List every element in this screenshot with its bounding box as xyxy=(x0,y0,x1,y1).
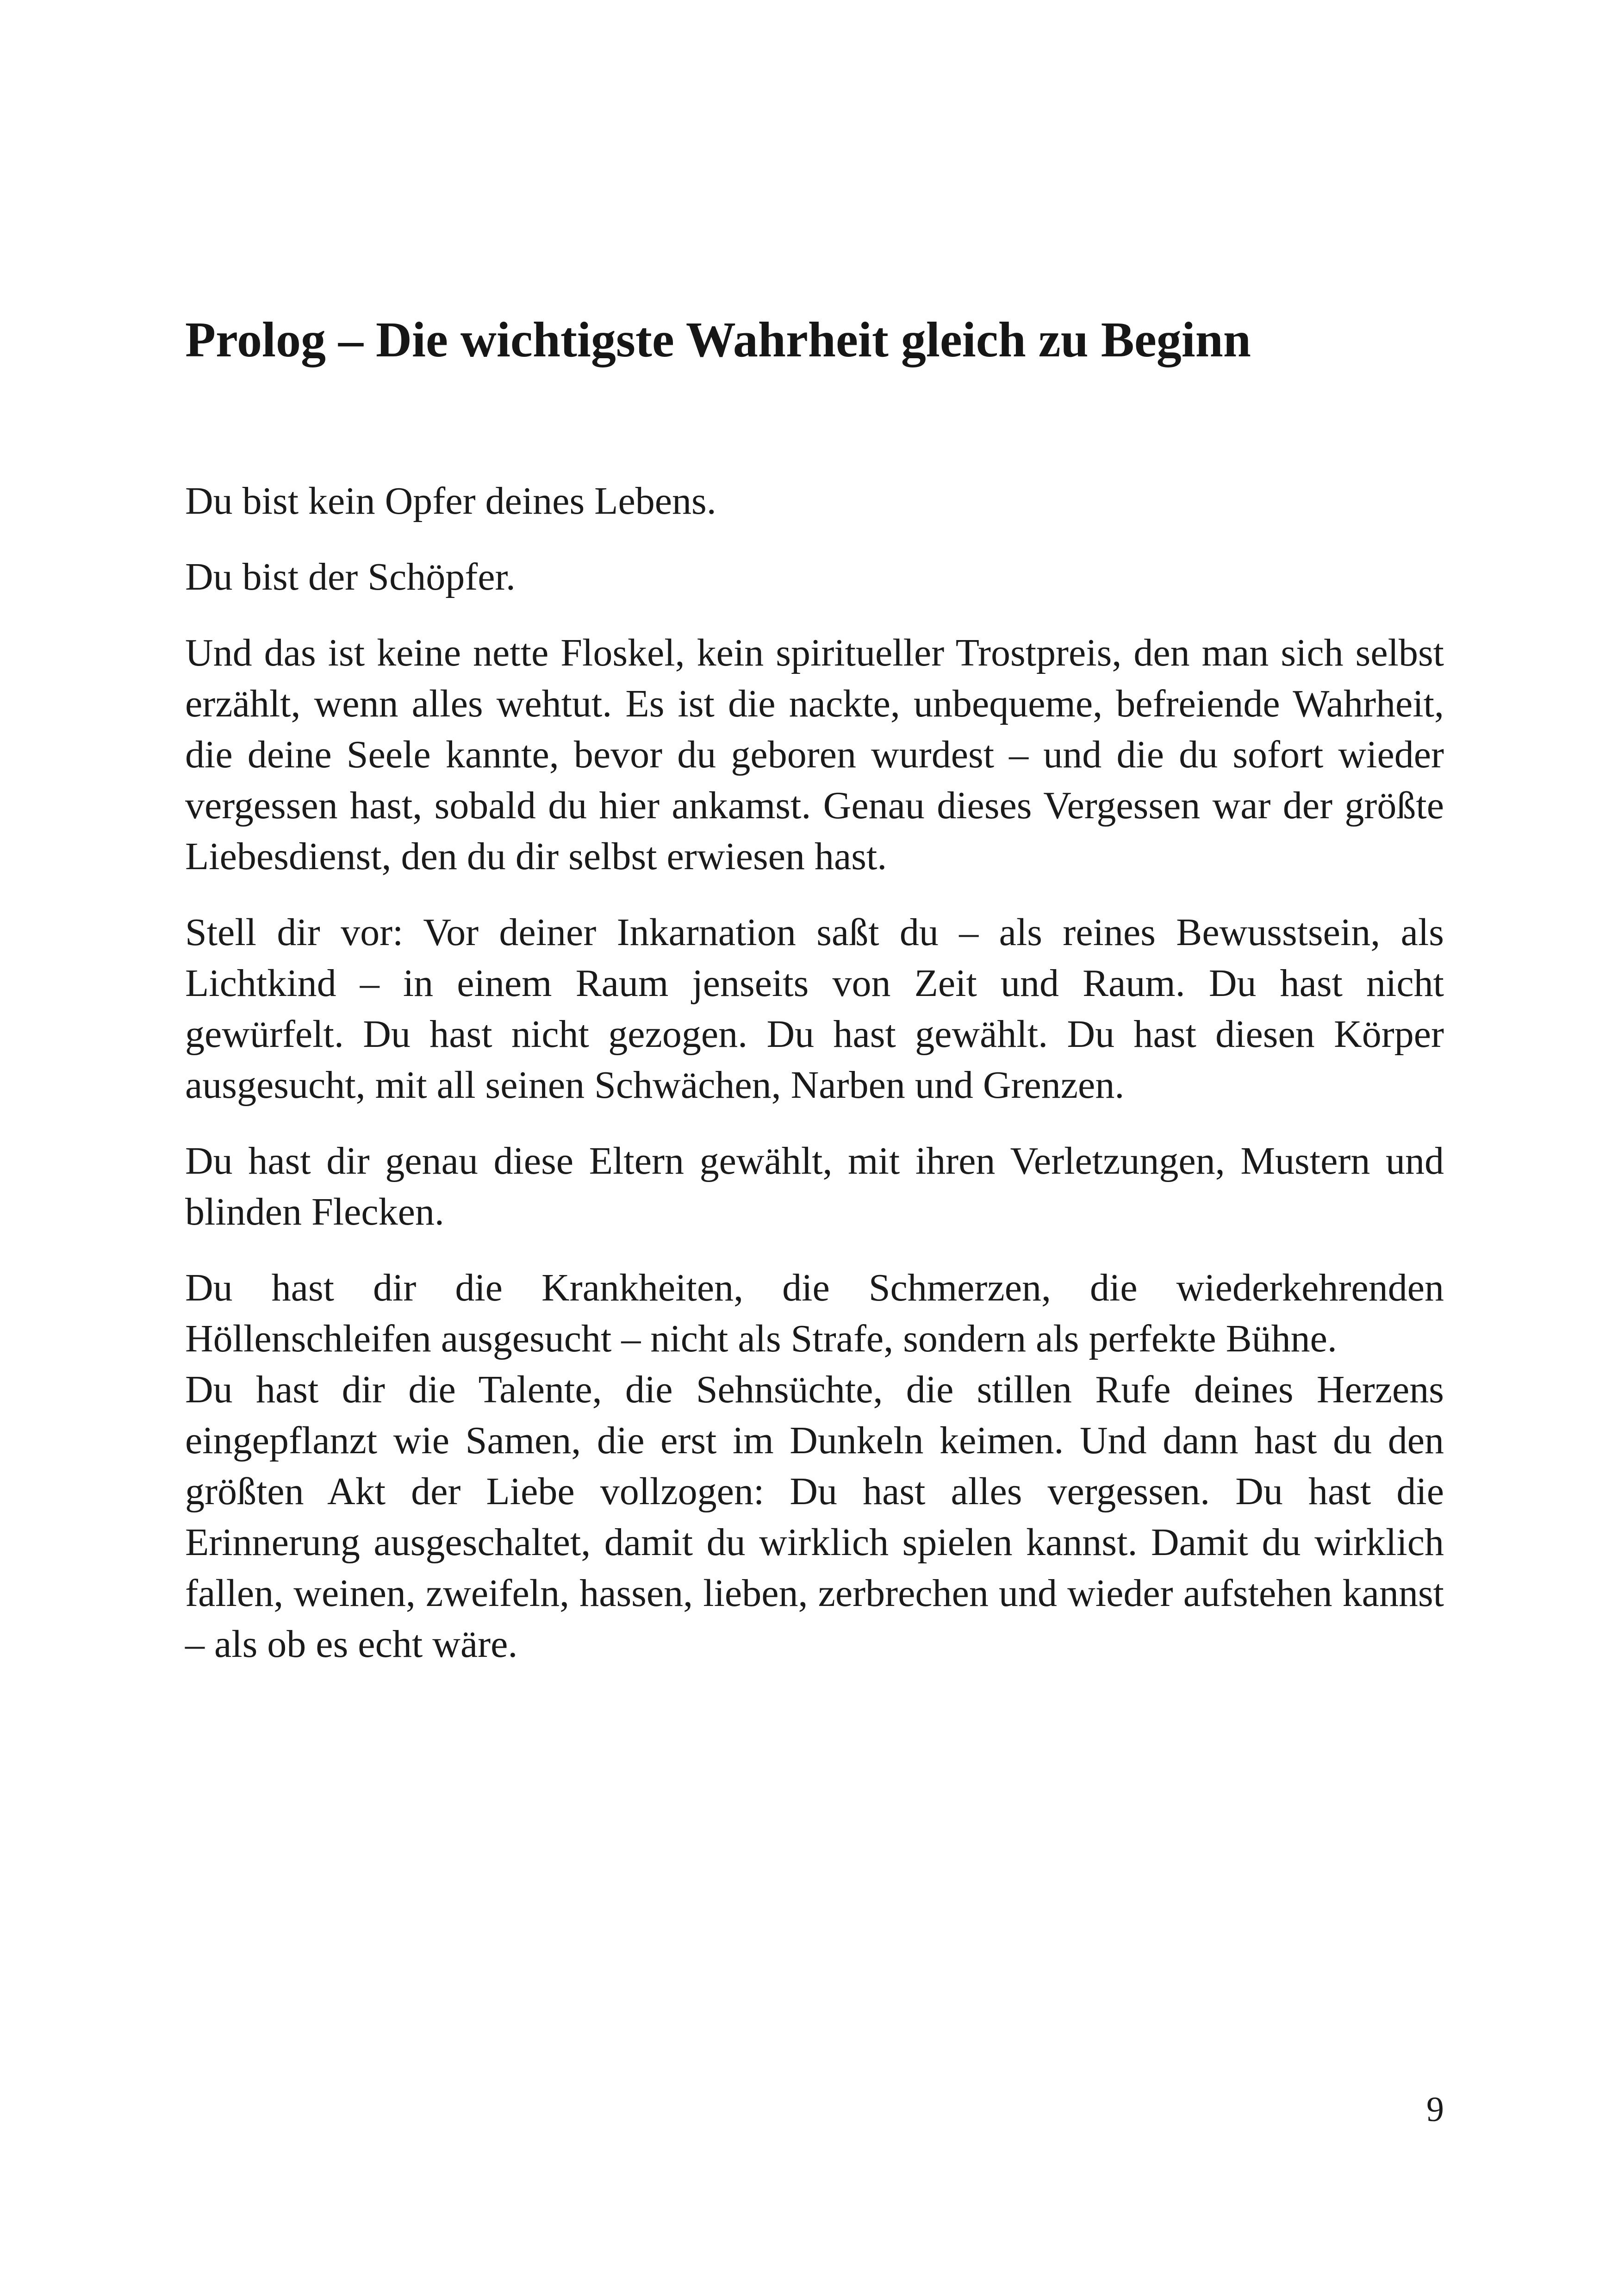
paragraph-3: Und das ist keine nette Floskel, kein spiritueller Trostpreis, den man sich selbst erzählt, wenn alles wehtut. Es ist die nackte, unbequeme, befreiende Wahrheit, die deine Seele kannte, bevor du geboren wurdest – und die du sofort wieder vergessen hast, sobald du hier ankamst. Genau dieses Vergessen war der größte Liebesdienst, den du dir selbst erwiesen hast. xyxy=(185,631,1444,878)
paragraph-1: Du bist kein Opfer deines Lebens. xyxy=(185,479,716,523)
page-number: 9 xyxy=(1426,2090,1444,2129)
paragraph-7: Du hast dir die Talente, die Sehnsüchte, die stillen Rufe deines Herzens eingepflanzt wie Samen, die erst im Dunkeln keimen. Und dann hast du den größten Akt der Liebe vollzogen: Du hast alles vergessen. Du hast die Erinnerung ausgeschaltet, damit du wirklich spielen kannst. Damit du wirklich fallen, weinen, zweifeln, hassen, lieben, zerbrechen und wieder aufstehen kannst – als ob es echt wäre. xyxy=(185,1368,1444,1666)
paragraph-4: Stell dir vor: Vor deiner Inkarnation saßt du – als reines Bewusstsein, als Lichtkind – in einem Raum jenseits von Zeit und Raum. Du hast nicht gewürfelt. Du hast nicht gezogen. Du hast gewählt. Du hast diesen Körper ausgesucht, mit all seinen Schwächen, Narben und Grenzen. xyxy=(185,911,1444,1107)
chapter-body xyxy=(185,476,1444,1695)
paragraph-6: Du hast dir die Krankheiten, die Schmerzen, die wiederkehrenden Höllenschleifen ausgesucht – nicht als Strafe, sondern als perfekte Bühne. xyxy=(185,1266,1444,1360)
paragraph-2: Du bist der Schöpfer. xyxy=(185,555,516,598)
paragraph-5: Du hast dir genau diese Eltern gewählt, mit ihren Verletzungen, Mustern und blinden Flecken. xyxy=(185,1139,1444,1233)
chapter-heading: Prolog – Die wichtigste Wahrheit gleich zu Beginn xyxy=(185,312,1251,367)
